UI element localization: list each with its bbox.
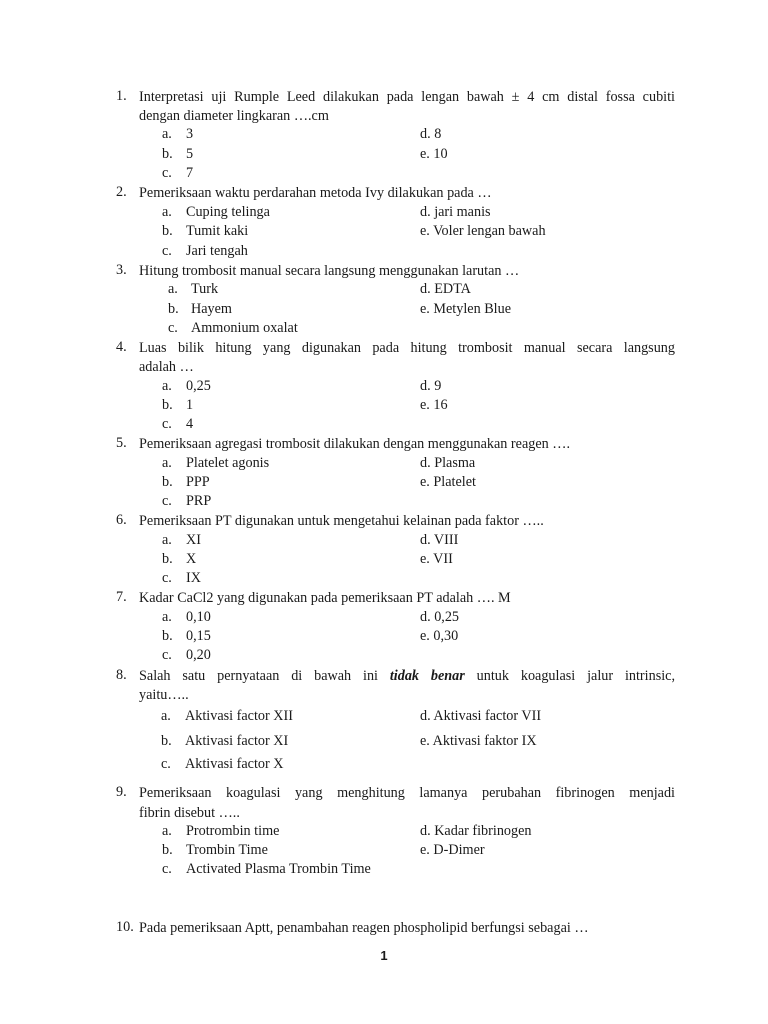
question-line: Luas bilik hitung yang digunakan pada hitung trombosit manual secara langsung	[139, 340, 675, 356]
option-e: e. 10	[420, 146, 448, 162]
option-e: e. Aktivasi faktor IX	[420, 733, 537, 749]
option-e: e. VII	[420, 551, 453, 567]
question-line: Hitung trombosit manual secara langsung menggunakan larutan …	[139, 263, 520, 279]
question-number: 1.	[116, 88, 127, 104]
question-number: 3.	[116, 262, 127, 278]
question-line: Pemeriksaan koagulasi yang menghitung lamanya perubahan fibrinogen menjadi	[139, 785, 675, 801]
option-d: d. Plasma	[420, 455, 476, 471]
option-d: d. 8	[420, 126, 442, 142]
question-number: 10.	[116, 919, 134, 935]
question-line: Pada pemeriksaan Aptt, penambahan reagen phospholipid berfungsi sebagai …	[139, 920, 589, 936]
option-e: e. 16	[420, 397, 448, 413]
option-e: e. Metylen Blue	[420, 301, 512, 317]
page-number: 1	[380, 948, 388, 963]
option-d: d. EDTA	[420, 281, 471, 297]
question-line: Pemeriksaan PT digunakan untuk mengetahui kelainan pada faktor …..	[139, 513, 544, 529]
option-d: d. Aktivasi factor VII	[420, 708, 542, 724]
option-d: d. 9	[420, 378, 442, 394]
question-number: 4.	[116, 339, 127, 355]
question-line: yaitu…..	[139, 687, 189, 703]
question-line: Salah satu pernyataan di bawah ini tidak benar untuk koagulasi jalur intrinsic,	[139, 668, 676, 684]
question-line: Pemeriksaan waktu perdarahan metoda Ivy dilakukan pada …	[139, 185, 492, 201]
question-line: Kadar CaCl2 yang digunakan pada pemeriksaan PT adalah …. M	[139, 590, 511, 606]
option-e: e. Voler lengan bawah	[420, 223, 546, 239]
option-d: d. Kadar fibrinogen	[420, 823, 532, 839]
question-line: fibrin disebut …..	[139, 805, 240, 821]
option-e: e. Platelet	[420, 474, 476, 490]
question-line: Interpretasi uji Rumple Leed dilakukan pada lengan bawah ± 4 cm distal fossa cubiti	[139, 89, 675, 105]
question-number: 7.	[116, 589, 127, 605]
question-number: 9.	[116, 784, 127, 800]
question-number: 5.	[116, 435, 127, 451]
option-e: e. 0,30	[420, 628, 459, 644]
question-line: Pemeriksaan agregasi trombosit dilakukan dengan menggunakan reagen ….	[139, 436, 571, 452]
option-d: d. VIII	[420, 532, 459, 548]
question-number: 2.	[116, 184, 127, 200]
question-number: 8.	[116, 667, 127, 683]
emphasis-text: tidak benar	[389, 668, 465, 684]
question-line: dengan diameter lingkaran ….cm	[139, 108, 329, 124]
option-d: d. 0,25	[420, 609, 460, 625]
question-line: adalah …	[139, 359, 194, 375]
option-e: e. D-Dimer	[420, 842, 485, 858]
option-d: d. jari manis	[420, 204, 491, 220]
question-number: 6.	[116, 512, 127, 528]
